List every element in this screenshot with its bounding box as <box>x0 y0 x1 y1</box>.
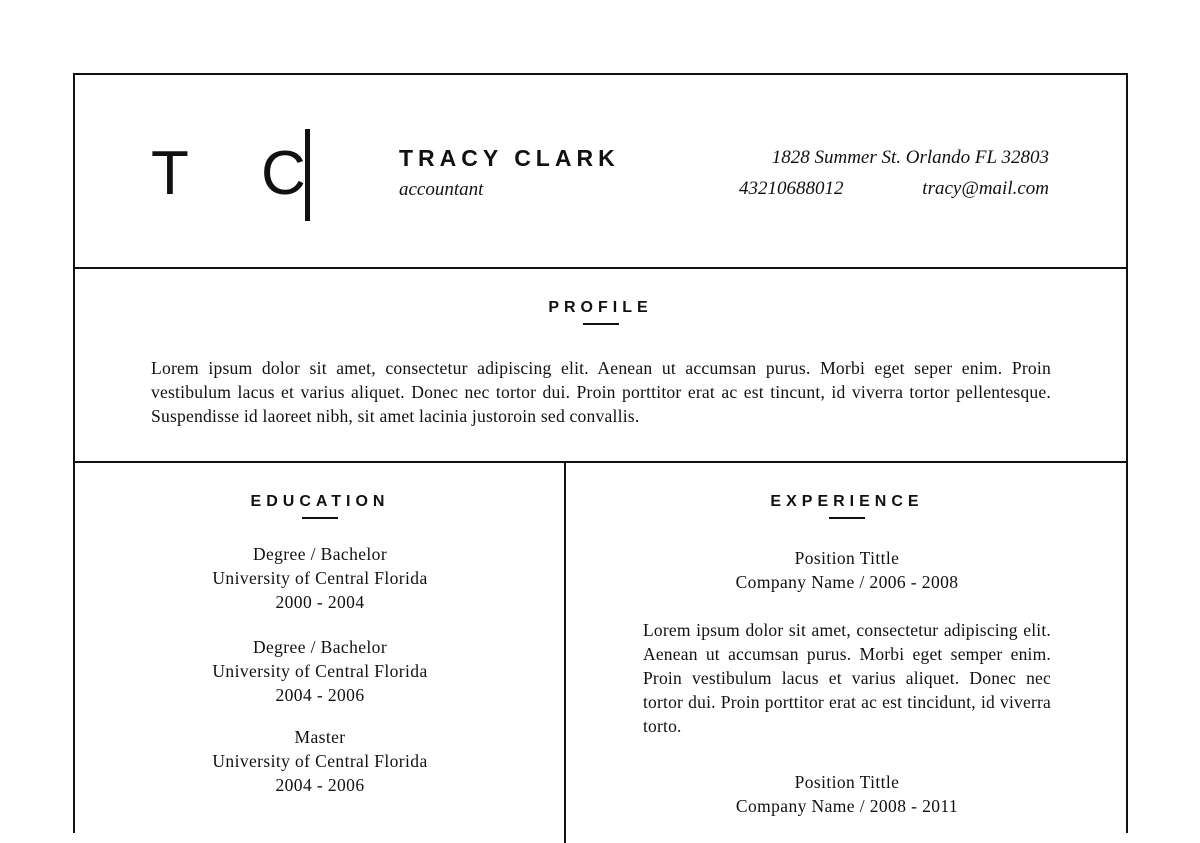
monogram-first-initial: T <box>151 139 189 208</box>
experience-company: Company Name / 2006 - 2008 <box>735 572 959 592</box>
experience-heading-rule <box>829 517 865 519</box>
education-school: University of Central Florida <box>212 661 428 681</box>
education-school: University of Central Florida <box>212 751 428 771</box>
profile-divider <box>75 461 1126 463</box>
monogram-logo <box>151 129 321 221</box>
profile-heading-rule <box>583 323 619 325</box>
experience-entry-header <box>566 546 1128 594</box>
education-heading: EDUCATION <box>250 493 390 510</box>
resume-page <box>73 73 1128 833</box>
experience-entry-header <box>566 770 1128 818</box>
experience-position: Position Tittle <box>794 772 900 792</box>
education-degree: Master <box>294 727 346 747</box>
experience-position: Position Tittle <box>794 548 900 568</box>
profile-heading: PROFILE <box>548 299 653 316</box>
candidate-role: accountant <box>399 179 484 200</box>
education-entry <box>75 725 565 797</box>
education-years: 2004 - 2006 <box>275 775 365 795</box>
header-divider <box>75 267 1126 269</box>
experience-company: Company Name / 2008 - 2011 <box>735 796 959 816</box>
contact-email: tracy@mail.com <box>922 178 1049 199</box>
education-degree: Degree / Bachelor <box>252 637 388 657</box>
education-entry <box>75 635 565 707</box>
contact-phone: 43210688012 <box>739 178 844 199</box>
monogram-last-initial: C <box>261 139 306 208</box>
education-degree: Degree / Bachelor <box>252 544 388 564</box>
education-school: University of Central Florida <box>212 568 428 588</box>
education-years: 2004 - 2006 <box>275 685 365 705</box>
experience-heading: EXPERIENCE <box>770 493 924 510</box>
education-years: 2000 - 2004 <box>275 592 365 612</box>
profile-text: Lorem ipsum dolor sit amet, consectetur adipiscing elit. Aenean ut accumsan purus. Morbi eget seper enim. Proin vestibulum lacus et varius aliquet. Donec nec tortor dui. Proin porttitor erat ac est tincunt, id viverra tortor pellentesque. Suspendisse id laoreet nibh, sit amet lacinia justoroin sed convallis. <box>151 358 1051 426</box>
candidate-name: TRACY CLARK <box>399 145 620 171</box>
experience-description: Lorem ipsum dolor sit amet, consectetur adipiscing elit. Aenean ut accumsan purus. Morbi eget semper enim. Proin vestibulum lacus et varius aliquet. Donec nec tortor dui. Proin porttitor erat ac est tincidunt, id viverra torto. <box>643 620 1051 736</box>
contact-address: 1828 Summer St. Orlando FL 32803 <box>771 147 1049 168</box>
education-entry <box>75 542 565 614</box>
education-heading-rule <box>302 517 338 519</box>
